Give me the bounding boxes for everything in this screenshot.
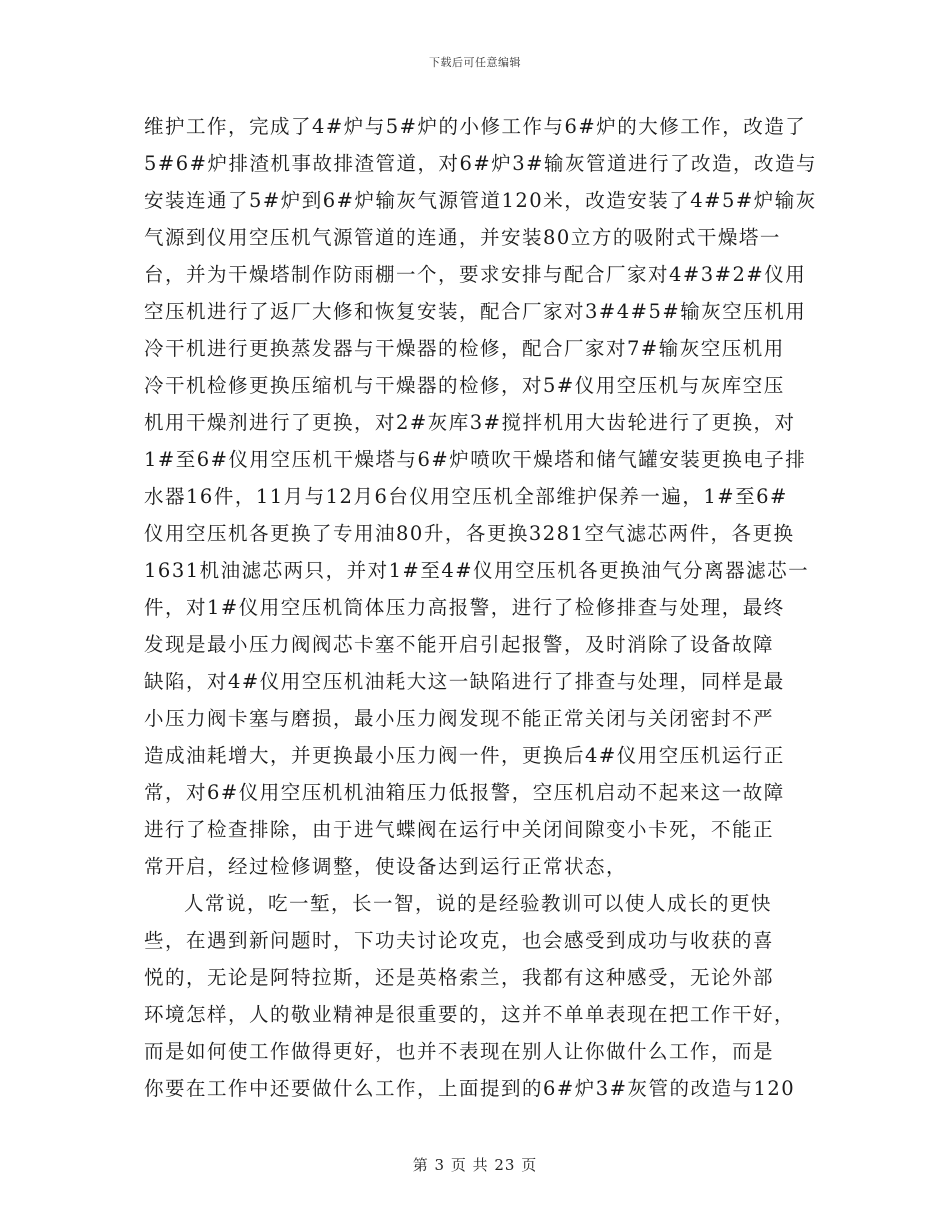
text-line: 仪用空压机各更换了专用油80升，各更换3281空气滤芯两件，各更换 (144, 522, 795, 545)
text-line: 进行了检查排除，由于进气蝶阀在运行中关闭间隙变小卡死，不能正 (144, 818, 775, 841)
text-line: 发现是最小压力阀阀芯卡塞不能开启引起报警，及时消除了设备故障 (144, 633, 775, 656)
text-line: 缺陷，对4#仪用空压机油耗大这一缺陷进行了排查与处理，同样是最 (144, 670, 785, 693)
text-line: 安装连通了5#炉到6#炉输灰气源管道120米，改造安装了4#5#炉输灰 (144, 189, 817, 212)
text-line: 台，并为干燥塔制作防雨棚一个，要求安排与配合厂家对4#3#2#仪用 (144, 263, 807, 286)
text-line: 1631机油滤芯两只，并对1#至4#仪用空压机各更换油气分离器滤芯一 (144, 559, 810, 582)
text-line: 维护工作，完成了4#炉与5#炉的小修工作与6#炉的大修工作，改造了 (144, 115, 807, 138)
text-line: 1#至6#仪用空压机干燥塔与6#炉喷吹干燥塔和储气罐安装更换电子排 (144, 448, 807, 471)
document-body (144, 108, 817, 1107)
text-line: 冷干机进行更换蒸发器与干燥器的检修，配合厂家对7#输灰空压机用 (144, 337, 785, 360)
text-line: 而是如何使工作做得更好，也并不表现在别人让你做什么工作，而是 (144, 1040, 775, 1063)
text-line: 些，在遇到新问题时，下功夫讨论攻克，也会感受到成功与收获的喜 (144, 929, 775, 952)
text-line: 水器16件，11月与12月6台仪用空压机全部维护保养一遍，1#至6# (144, 485, 788, 508)
text-line: 常，对6#仪用空压机机油箱压力低报警，空压机启动不起来这一故障 (144, 781, 785, 804)
text-line: 件，对1#仪用空压机筒体压力高报警，进行了检修排查与处理，最终 (144, 596, 785, 619)
text-line: 气源到仪用空压机气源管道的连通，并安装80立方的吸附式干燥塔一 (144, 226, 781, 249)
text-line: 常开启，经过检修调整，使设备达到运行正常状态， (144, 855, 628, 878)
text-line: 你要在工作中还要做什么工作，上面提到的6#炉3#灰管的改造与120 (144, 1077, 796, 1100)
text-line: 冷干机检修更换压缩机与干燥器的检修，对5#仪用空压机与灰库空压 (144, 374, 785, 397)
text-line: 小压力阀卡塞与磨损，最小压力阀发现不能正常关闭与关闭密封不严 (144, 707, 775, 730)
paragraph-start-line: 人常说，吃一堑，长一智，说的是经验教训可以使人成长的更快 (184, 892, 773, 915)
page-number-footer: 第 3 页 共 23 页 (412, 1156, 538, 1174)
text-line: 环境怎样，人的敬业精神是很重要的，这并不单单表现在把工作干好， (144, 1003, 796, 1026)
text-line: 空压机进行了返厂大修和恢复安装，配合厂家对3#4#5#输灰空压机用 (144, 300, 807, 323)
text-line: 造成油耗增大，并更换最小压力阀一件，更换后4#仪用空压机运行正 (144, 744, 785, 767)
page-header: 下载后可任意编辑 (429, 56, 521, 69)
text-line: 5#6#炉排渣机事故排渣管道，对6#炉3#输灰管道进行了改造，改造与 (144, 152, 817, 175)
text-line: 机用干燥剂进行了更换，对2#灰库3#搅拌机用大齿轮进行了更换，对 (144, 411, 796, 434)
text-line: 悦的，无论是阿特拉斯，还是英格索兰，我都有这种感受，无论外部 (144, 966, 775, 989)
